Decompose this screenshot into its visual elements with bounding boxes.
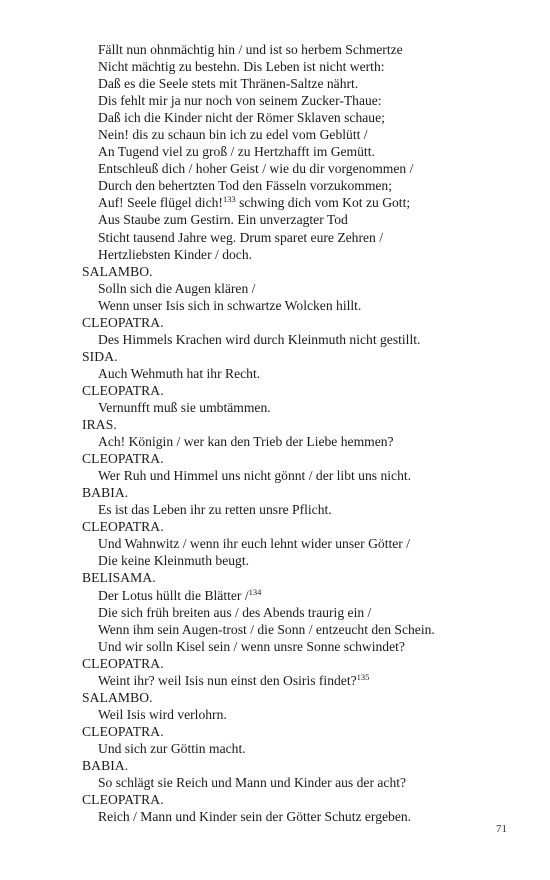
line-text: BABIA.	[82, 485, 129, 501]
line-text: CLEOPATRA.	[82, 655, 164, 671]
line-text: So schlägt sie Reich und Mann und Kinder aus der acht?	[98, 775, 407, 791]
verse-line	[82, 211, 522, 228]
line-text: CLEOPATRA.	[82, 519, 164, 535]
line-text: Durch den behertzten Tod den Fässeln vorzukommen;	[98, 178, 393, 194]
line-text: Vernunfft muß sie umbtämmen.	[98, 399, 271, 415]
verse-line	[82, 552, 522, 569]
speaker-name	[82, 484, 522, 501]
verse-line	[82, 638, 522, 655]
verse-line	[82, 143, 522, 160]
verse-line	[82, 433, 522, 450]
page-number: 71	[496, 823, 507, 835]
line-text: Nein! dis zu schaun bin ich zu edel vom Geblütt /	[98, 127, 368, 143]
speaker-name	[82, 348, 522, 365]
line-text: Ach! Königin / wer kan den Trieb der Liebe hemmen?	[98, 434, 394, 450]
verse-line	[82, 399, 522, 416]
footnote-marker[interactable]: 135	[356, 671, 370, 682]
line-text: SIDA.	[82, 348, 118, 364]
verse-line	[82, 706, 522, 723]
speaker-name	[82, 757, 522, 774]
line-text: Entschleuß dich / hoher Geist / wie du dir vorgenommen /	[98, 161, 414, 177]
verse-line	[82, 126, 522, 143]
verse-line	[82, 535, 522, 552]
line-text: Und Wahnwitz / wenn ihr euch lehnt wider unser Götter /	[98, 536, 410, 552]
verse-line	[82, 672, 522, 689]
speaker-name	[82, 569, 522, 586]
line-text: Hertzliebsten Kinder / doch.	[98, 246, 253, 262]
line-text: Auf! Seele flügel dich!	[98, 195, 223, 211]
line-text: SALAMBO.	[82, 263, 153, 279]
line-text: BABIA.	[82, 757, 129, 773]
verse-line	[82, 280, 522, 297]
speaker-name	[82, 689, 522, 706]
line-text: Des Himmels Krachen wird durch Kleinmuth nicht gestillt.	[98, 331, 421, 347]
line-text: CLEOPATRA.	[82, 314, 164, 330]
verse-line	[82, 604, 522, 621]
line-text: Auch Wehmuth hat ihr Recht.	[98, 365, 261, 381]
verse-line	[82, 501, 522, 518]
verse-line	[82, 365, 522, 382]
verse-line	[82, 194, 522, 211]
line-text: Aus Staube zum Gestirn. Ein unverzagter Tod	[98, 212, 348, 228]
verse-line	[82, 177, 522, 194]
line-text: CLEOPATRA.	[82, 792, 164, 808]
line-text: Es ist das Leben ihr zu retten unsre Pflicht.	[98, 502, 332, 518]
speaker-name	[82, 518, 522, 535]
line-text: Wenn unser Isis sich in schwartze Wolcken hillt.	[98, 297, 362, 313]
speaker-name	[82, 416, 522, 433]
footnote-marker[interactable]: 133	[222, 194, 236, 205]
line-text: BELISAMA.	[82, 570, 156, 586]
verse-line	[82, 109, 522, 126]
line-text: Sticht tausend Jahre weg. Drum sparet eure Zehren /	[98, 229, 383, 245]
verse-line	[82, 808, 522, 825]
verse-line	[82, 41, 522, 58]
line-text: Und wir solln Kisel sein / wenn unsre Sonne schwindet?	[98, 638, 405, 654]
line-text-continued: schwing dich vom Kot zu Gott;	[235, 195, 411, 211]
line-text: CLEOPATRA.	[82, 723, 164, 739]
speaker-name	[82, 263, 522, 280]
line-text: Wenn ihm sein Augen-trost / die Sonn / entzeucht den Schein.	[98, 621, 435, 637]
verse-line	[82, 774, 522, 791]
speaker-name	[82, 723, 522, 740]
verse-line	[82, 246, 522, 263]
verse-line	[82, 75, 522, 92]
line-text: Daß es die Seele stets mit Thränen-Saltze nährt.	[98, 76, 359, 92]
line-text: Weil Isis wird verlohrn.	[98, 706, 227, 722]
line-text: Die sich früh breiten aus / des Abends traurig ein /	[98, 604, 372, 620]
speaker-name	[82, 450, 522, 467]
verse-line	[82, 229, 522, 246]
line-text: Nicht mächtig zu bestehn. Dis Leben ist nicht werth:	[98, 59, 385, 75]
line-text: Und sich zur Göttin macht.	[98, 740, 246, 756]
drama-text	[82, 41, 522, 825]
verse-line	[82, 58, 522, 75]
speaker-name	[82, 655, 522, 672]
verse-line	[82, 467, 522, 484]
line-text: Die keine Kleinmuth beugt.	[98, 553, 250, 569]
line-text: Wer Ruh und Himmel uns nicht gönnt / der libt uns nicht.	[98, 468, 412, 484]
verse-line	[82, 297, 522, 314]
verse-line	[82, 621, 522, 638]
line-text: Daß ich die Kinder nicht der Römer Sklaven schaue;	[98, 110, 385, 126]
line-text: CLEOPATRA.	[82, 451, 164, 467]
line-text: Fällt nun ohnmächtig hin / und ist so herbem Schmertze	[98, 42, 403, 57]
line-text: IRAS.	[82, 417, 117, 433]
verse-line	[82, 587, 522, 604]
line-text: Der Lotus hüllt die Blätter /	[98, 587, 249, 603]
line-text: An Tugend viel zu groß / zu Hertzhafft im Gemütt.	[98, 144, 375, 160]
speaker-name	[82, 791, 522, 808]
line-text: Reich / Mann und Kinder sein der Götter Schutz ergeben.	[98, 809, 412, 825]
verse-line	[82, 160, 522, 177]
line-text: CLEOPATRA.	[82, 382, 164, 398]
line-text: Solln sich die Augen klären /	[98, 280, 256, 296]
speaker-name	[82, 382, 522, 399]
line-text: SALAMBO.	[82, 689, 153, 705]
line-text: Dis fehlt mir ja nur noch von seinem Zucker-Thaue:	[98, 93, 382, 109]
verse-line	[82, 740, 522, 757]
line-text: Weint ihr? weil Isis nun einst den Osiris findet?	[98, 672, 357, 688]
verse-line	[82, 92, 522, 109]
verse-line	[82, 331, 522, 348]
footnote-marker[interactable]: 134	[248, 586, 262, 597]
speaker-name	[82, 314, 522, 331]
